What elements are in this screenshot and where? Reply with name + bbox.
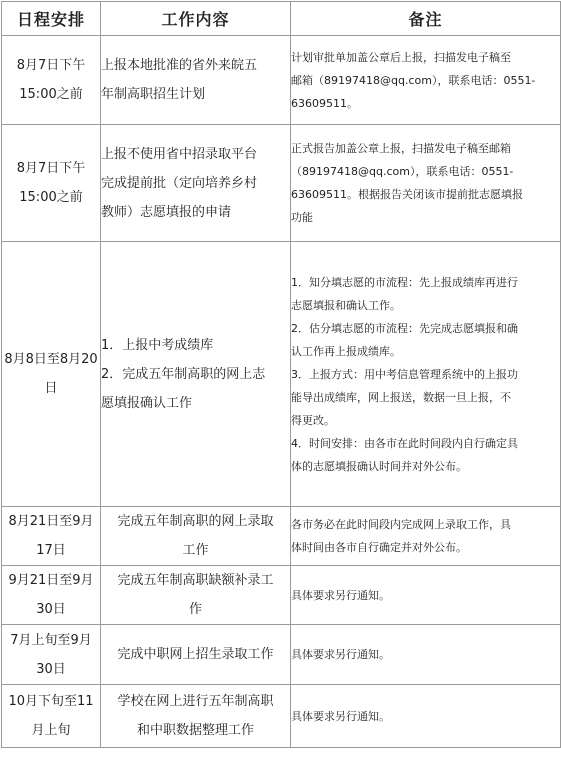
cell-line: 完成五年制高职缺额补录工 [117,573,274,588]
cell-line: （89197418@qq.com），联系电话：0551- [291,165,514,178]
cell-line: 月上旬 [31,723,71,738]
cell-line: 志愿填报和确认工作。 [291,298,401,312]
cell-line: 体时间由各市自行确定并对外公布。 [291,541,467,554]
work-cell [101,625,291,685]
cell-line: 8月7日下午 [16,161,86,176]
cell-line: 上报本地批准的省外来皖五 [101,58,258,73]
cell-line: 体的志愿填报确认时间并对外公布。 [291,459,467,473]
cell-line: 15:00之前 [19,87,83,102]
cell-line: 认工作再上报成绩库。 [291,344,401,358]
cell-line: 1．知分填志愿的市流程：先上报成绩库再进行 [291,275,518,289]
note-cell [291,125,561,242]
table-row [2,566,561,625]
table-row [2,242,561,507]
cell-line: 2．完成五年制高职的网上志 [101,366,266,382]
header-schedule: 日程安排 [2,2,101,36]
table-row [2,625,561,685]
cell-line: 具体要求另行通知。 [291,588,390,602]
cell-line: 9月21日至9月 [8,573,94,588]
header-row [2,2,561,36]
note-cell [291,507,561,566]
work-cell [101,125,291,242]
date-cell [2,685,101,748]
cell-line: 63609511。根据报告关闭该市提前批志愿填报 [291,188,523,201]
cell-line: 10月下旬至11 [8,694,94,709]
note-cell [291,242,561,507]
work-cell [101,242,291,507]
cell-line: 2．估分填志愿的市流程：先完成志愿填报和确 [291,321,518,335]
work-cell [101,36,291,125]
cell-line: 和中职数据整理工作 [136,723,254,738]
date-cell [2,507,101,566]
date-cell [2,625,101,685]
cell-line: 作 [188,602,202,617]
cell-line: 得更改。 [291,413,335,427]
cell-line: 功能 [291,211,313,224]
header-work-content: 工作内容 [101,2,291,36]
cell-line: 学校在网上进行五年制高职 [117,694,274,709]
date-cell [2,125,101,242]
cell-line: 各市务必在此时间段内完成网上录取工作，具 [291,518,511,531]
cell-line: 17日 [36,543,66,558]
cell-line: 年制高职招生计划 [101,87,206,102]
note-cell [291,625,561,685]
cell-line: 计划审批单加盖公章后上报，扫描发电子稿至 [291,50,511,64]
cell-line: 邮箱（89197418@qq.com），联系电话：0551- [291,73,536,87]
cell-line: 63609511。 [291,96,358,110]
cell-line: 30日 [36,661,66,677]
cell-line: 上报不使用省中招录取平台 [101,146,258,162]
cell-line: 30日 [36,602,66,617]
cell-line: 8月21日至9月 [8,514,94,529]
cell-line: 具体要求另行通知。 [291,648,390,661]
note-cell [291,685,561,748]
table-row [2,507,561,566]
table-row [2,36,561,125]
cell-line: 正式报告加盖公章上报，扫描发电子稿至邮箱 [291,142,511,155]
cell-line: 1．上报中考成绩库 [101,337,214,353]
cell-line: 日 [44,381,58,396]
cell-line: 7月上旬至9月 [10,632,92,648]
table-row [2,685,561,748]
cell-line: 8月8日至8月20 [4,352,98,367]
cell-line: 完成提前批（定向培养乡村 [101,175,258,191]
note-cell [291,36,561,125]
cell-line: 4．时间安排：由各市在此时间段内自行确定具 [291,436,518,450]
cell-line: 完成五年制高职的网上录取 [117,514,274,529]
cell-line: 8月7日下午 [16,58,86,73]
cell-line: 教师）志愿填报的申请 [101,204,232,220]
cell-line: 15:00之前 [19,190,83,205]
cell-line: 具体要求另行通知。 [291,709,390,723]
schedule-table [1,1,561,748]
date-cell [2,566,101,625]
cell-line: 愿填报确认工作 [101,395,193,411]
date-cell [2,242,101,507]
cell-line: 完成中职网上招生录取工作 [117,647,274,662]
work-cell [101,566,291,625]
cell-line: 能导出成绩库，网上报送，数据一旦上报，不 [291,390,511,404]
table-row [2,125,561,242]
cell-line: 工作 [182,543,209,558]
date-cell [2,36,101,125]
work-cell [101,507,291,566]
note-cell [291,566,561,625]
header-remarks: 备注 [291,2,561,36]
cell-line: 3．上报方式：用中考信息管理系统中的上报功 [291,367,518,381]
work-cell [101,685,291,748]
